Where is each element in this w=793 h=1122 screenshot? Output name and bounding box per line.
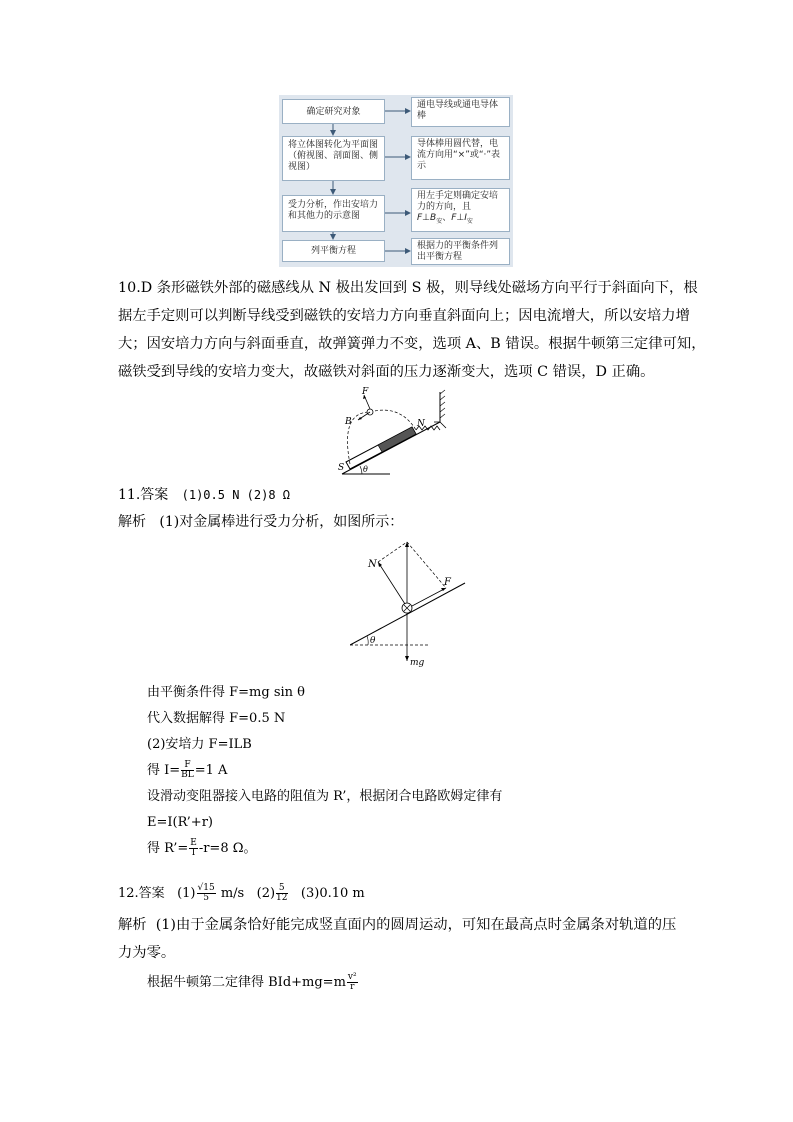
q11-line-emf: E=I(R’+r) <box>147 815 213 830</box>
q12-newton: 根据牛顿第二定律得 BId+mg=m $\frac{\text{v²}}{r}$ <box>147 972 357 992</box>
q10-label-f: F <box>362 387 369 397</box>
q11-figure <box>350 537 470 669</box>
flow-step-1: 确定研究对象 <box>282 99 385 124</box>
flow-step-2: 将立体图转化为平面图（俯视图、剖面图、侧视图） <box>282 136 385 181</box>
flowchart <box>279 95 513 267</box>
q11-line-current: 得 I= $\frac{F}{BL}$ =1 A <box>147 760 228 780</box>
q10-label-n: N <box>417 419 425 429</box>
q10-figure <box>330 382 462 478</box>
q12-analysis: 解析 (1)由于金属条恰好能完成竖直面内的圆周运动，可知在最高点时金属条对轨道的压 力为零。 <box>118 917 677 961</box>
q10-label-s: S <box>338 463 345 473</box>
q11-answer: 11.答案 (1)0.5 N (2)8 Ω <box>118 487 290 503</box>
q11-label-theta: θ <box>370 636 376 646</box>
flow-note-1: 通电导线或通电导体棒 <box>411 97 510 127</box>
q11-line-resistance: 设滑动变阻器接入电路的阻值为 R’，根据闭合电路欧姆定律有 <box>147 789 503 804</box>
fraction-5-over-12: $\frac{5}{12}$ <box>276 883 288 903</box>
flowchart-arrows <box>279 95 513 267</box>
q11-analysis-intro: 解析 (1)对金属棒进行受力分析，如图所示： <box>118 514 404 530</box>
flow-step-3: 受力分析，作出安培力和其他力的示意图 <box>282 195 385 232</box>
fraction-e-over-i: $\frac{E}{I}$ <box>190 838 197 858</box>
q11-label-mg: mg <box>410 658 425 668</box>
q11-line-r: 得 R’= $\frac{E}{I}$ -r=8 Ω。 <box>147 838 257 858</box>
note-formula-b: F⊥I <box>451 213 467 223</box>
q11-line-2: 代入数据解得 F=0.5 N <box>147 711 286 726</box>
q11-lines <box>147 680 502 862</box>
note-formula-a: F⊥B <box>417 213 437 223</box>
flow-note-4: 根据力的平衡条件列出平衡方程 <box>411 238 510 265</box>
fraction-v2-over-r: $\frac{\text{v²}}{r}$ <box>347 972 357 992</box>
q10-text: 10.D 条形磁铁外部的磁感线从 N 极出发回到 S 极，则导线处磁场方向平行于斜面向下，根 据左手定则可以判断导线受到磁铁的安培力方向垂直斜面向上；因电流增大，所以安培力增 大；因安培力方向与斜面垂直，故弹簧弹力不变，选项 A、B 错误。根据牛顿第三定律可知， 磁铁受到导线的安培力变大，故磁铁对斜面的压力逐渐变大，选项 C 错误，D 正确。 <box>118 280 706 380</box>
flow-step-4: 列平衡方程 <box>282 240 385 262</box>
q11-label-n: N <box>368 559 377 570</box>
q11-line-3: (2)安培力 F=ILB <box>147 737 252 752</box>
q10-label-b: B <box>345 417 352 427</box>
flow-note-2: 导体棒用圆代替，电流方向用“×”或“·”表示 <box>411 136 510 180</box>
q10-label-theta: θ <box>363 465 368 474</box>
fraction-f-over-bl: $\frac{F}{BL}$ <box>181 760 194 780</box>
q12-answer: 12.答案 (1) $\frac{√15}{5}$ m/s (2) $\frac{5}{12}$ (3)0.10 m <box>118 883 365 903</box>
q11-line-1: 由平衡条件得 F=mg sin θ <box>147 685 305 700</box>
flow-note-3: 用左手定则确定安培力的方向，且 $F\perp B_安$、$F\perp I_安$ <box>411 188 510 232</box>
fraction-sqrt15-over-5: $\frac{√15}{5}$ <box>197 883 215 903</box>
q11-label-f: F <box>444 577 451 588</box>
